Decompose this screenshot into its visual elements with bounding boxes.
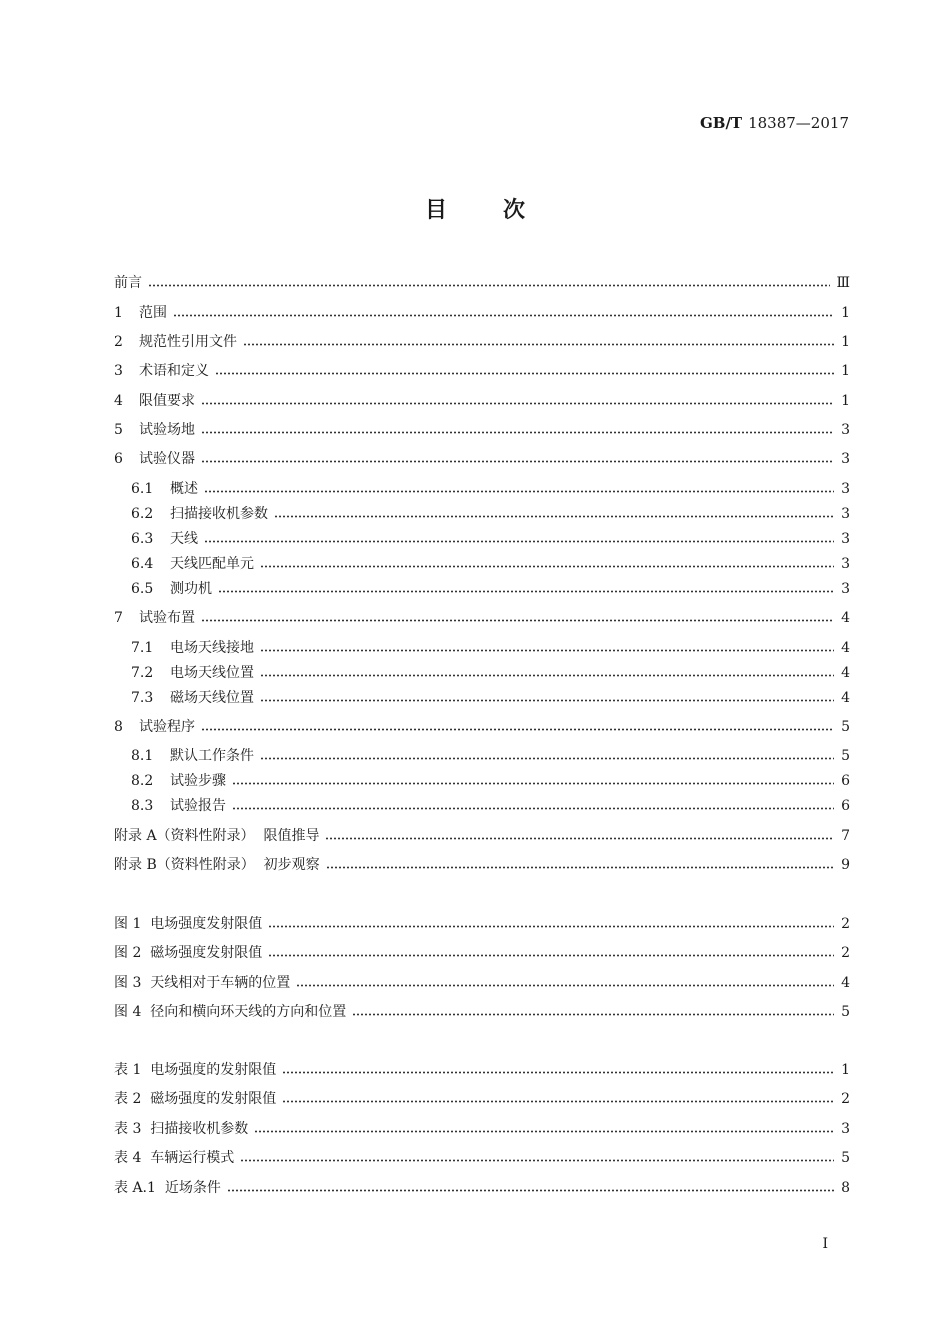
- toc-entry[interactable]: [131, 554, 850, 574]
- toc-entry[interactable]: [114, 332, 850, 352]
- toc-entry-label: [131, 479, 198, 499]
- dot-leader: [254, 1130, 834, 1133]
- toc-entry-page: 5: [841, 1150, 850, 1166]
- page-title: 目次: [424, 198, 581, 223]
- toc-entry-number: 2: [114, 334, 123, 350]
- toc-entry-label: [114, 943, 262, 963]
- toc-entry-page: Ⅲ: [836, 275, 850, 291]
- toc-entry-title: 磁场天线位置: [170, 690, 254, 706]
- toc-entry-page: 4: [841, 640, 850, 656]
- toc-entry-title: 表 2 磁场强度的发射限值: [114, 1091, 277, 1107]
- toc-entry-label: [114, 1178, 221, 1198]
- toc-entry[interactable]: [114, 303, 850, 323]
- dot-leader: [204, 490, 834, 493]
- page-number: I: [822, 1236, 828, 1252]
- toc-entry-page: 4: [841, 975, 850, 991]
- toc-entry[interactable]: [114, 1119, 850, 1139]
- toc-entry-label: [131, 504, 268, 524]
- toc-entry-label: [114, 449, 195, 469]
- dot-leader: [260, 757, 834, 760]
- toc-entry-label: [114, 973, 290, 993]
- toc-entry-title: 概述: [170, 481, 198, 497]
- toc-entry-label: [114, 391, 195, 411]
- toc-entry[interactable]: [114, 826, 850, 846]
- toc-entry-label: [114, 332, 237, 352]
- toc-entry-label: [114, 717, 195, 737]
- toc-entry-title: 默认工作条件: [170, 748, 254, 764]
- toc-entry-title: 试验报告: [170, 798, 226, 814]
- toc-entry-number: 6.1: [131, 481, 154, 497]
- dot-leader: [260, 649, 834, 652]
- toc-entry[interactable]: [114, 1178, 850, 1198]
- toc-entry-label: [131, 579, 212, 599]
- toc-entry-number: 8.1: [131, 748, 154, 764]
- toc-entry[interactable]: [131, 529, 850, 549]
- toc-entry-title: 电场天线位置: [170, 665, 254, 681]
- toc-entry-title: 试验仪器: [139, 451, 195, 467]
- dot-leader: [325, 837, 834, 840]
- toc-entry-title: 表 3 扫描接收机参数: [114, 1121, 249, 1137]
- toc-entry-label: [131, 554, 254, 574]
- toc-entry[interactable]: [131, 638, 850, 658]
- toc-entry-title: 图 1 电场强度发射限值: [114, 916, 263, 932]
- toc-entry[interactable]: [131, 746, 850, 766]
- toc-entry-number: 5: [114, 422, 123, 438]
- toc-entry-page: 3: [841, 422, 850, 438]
- toc-entry-title: 表 4 车辆运行模式: [114, 1150, 235, 1166]
- toc-entry[interactable]: [114, 717, 850, 737]
- toc-entry-label: [131, 771, 226, 791]
- toc-entry[interactable]: [114, 914, 850, 934]
- toc-entry-label: [131, 688, 254, 708]
- toc-entry-page: 3: [841, 581, 850, 597]
- toc-entry[interactable]: [131, 504, 850, 524]
- toc-entry[interactable]: [114, 1060, 850, 1080]
- toc-entry-title: 试验布置: [139, 610, 195, 626]
- toc-entry-page: 1: [841, 305, 850, 321]
- dot-leader: [352, 1013, 834, 1016]
- toc-entry-label: [114, 1002, 346, 1022]
- dot-leader: [215, 372, 834, 375]
- toc-entry-page: 1: [841, 334, 850, 350]
- dot-leader: [148, 284, 830, 287]
- toc-entry-page: 7: [841, 828, 850, 844]
- toc-entry-title: 图 3 天线相对于车辆的位置: [114, 975, 291, 991]
- dot-leader: [243, 343, 834, 346]
- toc-entry-title: 限值要求: [139, 393, 195, 409]
- toc-entry-number: 4: [114, 393, 123, 409]
- toc-entry-label: [114, 1119, 248, 1139]
- toc-entry-label: [114, 361, 209, 381]
- dot-leader: [282, 1071, 834, 1074]
- toc-entry-title: 图 2 磁场强度发射限值: [114, 945, 263, 961]
- toc-entry[interactable]: [114, 1148, 850, 1168]
- toc-entry-page: 3: [841, 1121, 850, 1137]
- dot-leader: [268, 925, 834, 928]
- toc-entry-title: 扫描接收机参数: [170, 506, 268, 522]
- dot-leader: [282, 1100, 834, 1103]
- toc-entry-title: 图 4 径向和横向环天线的方向和位置: [114, 1004, 347, 1020]
- toc-entry-title: 天线: [170, 531, 198, 547]
- toc-entry[interactable]: [114, 420, 850, 440]
- toc-entry-label: [131, 796, 226, 816]
- toc-entry[interactable]: [131, 771, 850, 791]
- dot-leader: [201, 619, 834, 622]
- toc-entry-number: 8.2: [131, 773, 154, 789]
- toc-entry-page: 3: [841, 481, 850, 497]
- toc-entry-number: 7.2: [131, 665, 154, 681]
- toc-entry-label: [131, 663, 254, 683]
- toc-entry[interactable]: [131, 479, 850, 499]
- toc-entry-number: 6.4: [131, 556, 154, 572]
- dot-leader: [326, 866, 834, 869]
- toc-entry-title: 附录 B（资料性附录） 初步观察: [114, 857, 320, 873]
- toc-entry[interactable]: [131, 796, 850, 816]
- toc-entry-label: [114, 1089, 276, 1109]
- standard-number: [700, 114, 849, 132]
- toc-entry-page: 5: [841, 748, 850, 764]
- dot-leader: [218, 590, 834, 593]
- dot-leader: [201, 402, 834, 405]
- toc-entry-page: 2: [841, 945, 850, 961]
- toc-entry-title: 试验步骤: [170, 773, 226, 789]
- toc-entry-page: 4: [841, 690, 850, 706]
- toc-entry-page: 6: [841, 798, 850, 814]
- toc-entry-page: 5: [841, 1004, 850, 1020]
- dot-leader: [232, 782, 834, 785]
- toc-entry-title: 电场天线接地: [170, 640, 254, 656]
- toc-entry[interactable]: [114, 943, 850, 963]
- toc-entry-title: 试验场地: [139, 422, 195, 438]
- toc-entry-page: 2: [841, 1091, 850, 1107]
- toc-entry-title: 前言: [114, 275, 142, 291]
- toc-entry-title: 试验程序: [139, 719, 195, 735]
- toc-entry-title: 天线匹配单元: [170, 556, 254, 572]
- toc-entry-number: 7.1: [131, 640, 154, 656]
- dot-leader: [268, 954, 834, 957]
- toc-entry-number: 6.5: [131, 581, 154, 597]
- toc-entry-title: 规范性引用文件: [139, 334, 237, 350]
- toc-entry[interactable]: [114, 391, 850, 411]
- dot-leader: [232, 807, 834, 810]
- toc-entry-page: 3: [841, 451, 850, 467]
- toc-entry-label: [114, 273, 142, 293]
- toc-entry[interactable]: [131, 688, 850, 708]
- toc-entry[interactable]: [131, 579, 850, 599]
- toc-entry[interactable]: [114, 361, 850, 381]
- toc-entry[interactable]: [114, 273, 850, 293]
- dot-leader: [204, 540, 834, 543]
- toc-entry-number: 7: [114, 610, 123, 626]
- dot-leader: [201, 728, 834, 731]
- toc-entry-title: 附录 A（资料性附录） 限值推导: [114, 828, 320, 844]
- toc-entry-title: 表 A.1 近场条件: [114, 1180, 221, 1196]
- dot-leader: [240, 1159, 834, 1162]
- toc-entry-number: 6.3: [131, 531, 154, 547]
- toc-entry-page: 3: [841, 556, 850, 572]
- toc-entry-number: 8.3: [131, 798, 154, 814]
- toc-entry[interactable]: [114, 449, 850, 469]
- toc-entry-page: 1: [841, 1062, 850, 1078]
- toc-entry-label: [114, 420, 195, 440]
- dot-leader: [296, 984, 834, 987]
- dot-leader: [274, 515, 834, 518]
- dot-leader: [201, 431, 834, 434]
- toc-entry-label: [131, 529, 198, 549]
- toc-entry-label: [114, 826, 319, 846]
- dot-leader: [201, 460, 834, 463]
- toc-entry-number: 1: [114, 305, 123, 321]
- toc-entry[interactable]: [114, 855, 850, 875]
- toc-entry-page: 2: [841, 916, 850, 932]
- toc-entry-page: 6: [841, 773, 850, 789]
- toc-entry-title: 表 1 电场强度的发射限值: [114, 1062, 277, 1078]
- toc-entry[interactable]: [114, 1089, 850, 1109]
- toc-entry-page: 3: [841, 531, 850, 547]
- toc-entry[interactable]: [114, 1002, 850, 1022]
- toc-entry-label: [131, 638, 254, 658]
- toc-entry-page: 3: [841, 506, 850, 522]
- toc-entry-label: [114, 914, 262, 934]
- dot-leader: [173, 314, 834, 317]
- dot-leader: [260, 674, 834, 677]
- toc-entry-number: 3: [114, 363, 123, 379]
- standard-prefix: GB/T: [699, 114, 743, 132]
- toc-entry-label: [114, 608, 195, 628]
- standard-code: 18387—2017: [748, 114, 849, 132]
- toc-entry-page: 4: [841, 665, 850, 681]
- toc-entry-page: 9: [841, 857, 850, 873]
- toc-entry-number: 6: [114, 451, 123, 467]
- toc-entry-page: 4: [841, 610, 850, 626]
- toc-entry-label: [114, 855, 320, 875]
- toc-entry-page: 1: [841, 363, 850, 379]
- toc-entry-number: 8: [114, 719, 123, 735]
- toc-entry[interactable]: [114, 973, 850, 993]
- toc-entry-number: 7.3: [131, 690, 154, 706]
- toc-entry-page: 8: [841, 1180, 850, 1196]
- toc-entry-label: [114, 1148, 234, 1168]
- toc-entry-label: [114, 303, 167, 323]
- dot-leader: [227, 1189, 834, 1192]
- toc-entry[interactable]: [114, 608, 850, 628]
- toc-entry-number: 6.2: [131, 506, 154, 522]
- toc-entry-page: 5: [841, 719, 850, 735]
- toc-entry-title: 术语和定义: [139, 363, 209, 379]
- toc-entry[interactable]: [131, 663, 850, 683]
- dot-leader: [260, 565, 834, 568]
- toc-entry-title: 测功机: [170, 581, 212, 597]
- toc-entry-page: 1: [841, 393, 850, 409]
- toc-entry-label: [114, 1060, 276, 1080]
- toc-entry-title: 范围: [139, 305, 167, 321]
- toc-entry-label: [131, 746, 254, 766]
- dot-leader: [260, 699, 834, 702]
